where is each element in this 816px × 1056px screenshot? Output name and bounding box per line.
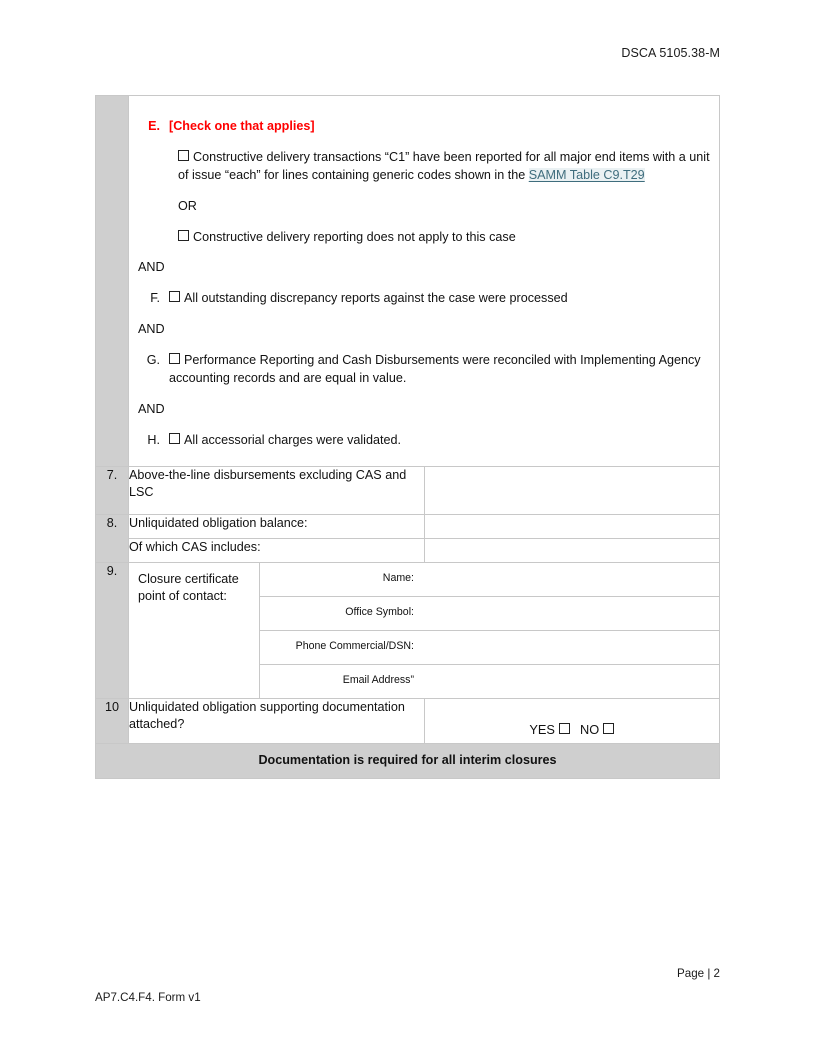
checklist-option-1	[178, 149, 711, 185]
table-row-9	[96, 562, 720, 698]
poc-value-phone[interactable]	[414, 630, 719, 664]
poc-label-phone: Phone Commercial/DSN:	[260, 630, 414, 664]
closure-certificate-table	[95, 95, 720, 779]
poc-value-name[interactable]	[414, 563, 719, 597]
checklist-text-f: All outstanding discrepancy reports against the case were processed	[184, 291, 568, 306]
checklist-letter-g: G.	[146, 353, 160, 367]
checklist-option-2	[178, 229, 711, 247]
checklist-item-h	[138, 432, 711, 450]
checklist-text-h: All accessorial charges were validated.	[184, 432, 401, 447]
row-number-10: 10	[96, 698, 129, 743]
checklist-item-f	[138, 290, 711, 308]
table-row-checklist	[96, 96, 720, 467]
row-label-9: Closure certificate point of contact:	[129, 563, 260, 698]
checklist-text-g: Performance Reporting and Cash Disbursements were reconciled with Implementing Agency accounting records and are equal in value.	[169, 353, 701, 385]
poc-row-phone	[260, 630, 719, 664]
table-row-7	[96, 466, 720, 514]
document-number-header: DSCA 5105.38-M	[621, 46, 720, 60]
checkbox-icon-yes[interactable]	[559, 723, 570, 734]
checklist-connector-or: OR	[178, 198, 197, 213]
poc-sub-table	[260, 563, 719, 698]
poc-label-email: Email Address”	[342, 674, 414, 687]
checklist-connector-and-2: AND	[138, 322, 165, 337]
checkbox-icon-e2[interactable]	[178, 230, 189, 241]
poc-row-email	[260, 664, 719, 698]
table-footer-bar	[96, 743, 720, 779]
checklist-item-g	[138, 352, 711, 388]
poc-fields	[260, 563, 719, 698]
checklist-letter-f: F.	[150, 291, 160, 306]
checkbox-icon-g[interactable]	[169, 353, 180, 364]
poc-wrapper	[129, 563, 719, 698]
checkbox-icon-f[interactable]	[169, 291, 180, 302]
yes-label: YES	[529, 721, 555, 737]
poc-label-office-symbol: Office Symbol:	[260, 596, 414, 630]
row-9-cell	[129, 562, 720, 698]
checklist-item-e	[138, 118, 711, 136]
checklist-text-g-wrap	[169, 352, 711, 388]
table-row-8	[96, 514, 720, 538]
form-identifier: AP7.C4.F4. Form v1	[95, 991, 201, 1004]
row-label-10: Unliquidated obligation supporting documentation attached?	[129, 698, 425, 743]
table-row-8-sub	[96, 538, 720, 562]
checklist-option-2-text: Constructive delivery reporting does not apply to this case	[193, 229, 516, 244]
poc-row-name	[260, 563, 719, 597]
checkbox-icon-h[interactable]	[169, 433, 180, 444]
checklist-letter-e: E.	[148, 119, 160, 133]
row-number-9: 9.	[96, 562, 129, 698]
table-row-10	[96, 698, 720, 743]
poc-value-office-symbol[interactable]	[414, 596, 719, 630]
row-value-8[interactable]	[424, 514, 720, 538]
row-number-8: 8.	[96, 514, 129, 562]
checklist-connector-and-3: AND	[138, 401, 165, 416]
footer-bar-text: Documentation is required for all interim closures	[96, 743, 720, 779]
checklist-option-1-text: Constructive delivery transactions “C1” have been reported for all major end items with a unit of issue “each” for lines containing generic codes shown in the	[178, 149, 710, 182]
row-value-8-sub[interactable]	[424, 538, 720, 562]
checklist-text-f-wrap	[169, 290, 711, 308]
checkbox-icon-no[interactable]	[603, 723, 614, 734]
row-label-7: Above-the-line disbursements excluding CAS and LSC	[129, 466, 425, 514]
checklist-title-e: [Check one that applies]	[169, 119, 315, 133]
row-number-blank	[96, 96, 129, 467]
poc-label-name: Name:	[260, 563, 414, 597]
no-label: NO	[579, 721, 600, 737]
row-number-7: 7.	[96, 466, 129, 514]
poc-value-email[interactable]	[414, 664, 719, 698]
row-label-8-sub: Of which CAS includes:	[129, 538, 425, 562]
yes-no-group	[425, 699, 720, 739]
page-number: Page | 2	[677, 967, 720, 980]
checklist-cell	[129, 96, 720, 467]
checklist-text-h-wrap	[169, 432, 711, 450]
poc-row-office-symbol	[260, 596, 719, 630]
checklist-block	[129, 96, 719, 466]
checklist-connector-and-1: AND	[138, 260, 165, 275]
row-label-8: Unliquidated obligation balance:	[129, 514, 425, 538]
samm-table-link[interactable]: SAMM Table C9.T29	[528, 167, 645, 182]
checkbox-icon-e1[interactable]	[178, 150, 189, 161]
row-value-10	[424, 698, 720, 743]
row-value-7[interactable]	[424, 466, 720, 514]
checklist-letter-h: H.	[147, 432, 160, 447]
